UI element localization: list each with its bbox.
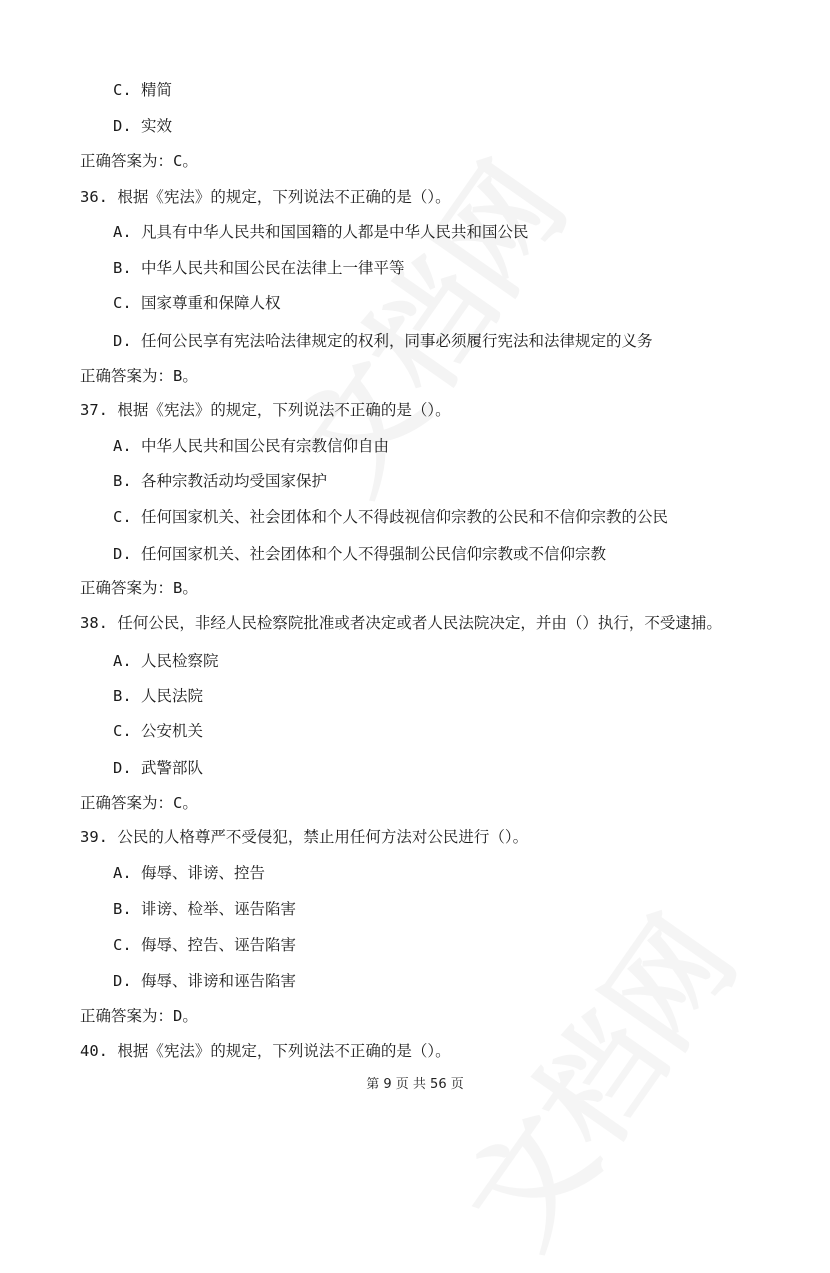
option-c: C. 国家尊重和保障人权 xyxy=(113,294,281,312)
page-footer: 第 9 页 共 56 页 xyxy=(366,1077,464,1092)
option-d: D. 武警部队 xyxy=(113,759,203,777)
option-a: A. 人民检察院 xyxy=(113,652,219,670)
option-c: C. 精简 xyxy=(113,81,172,99)
answer-line: 正确答案为：C。 xyxy=(80,794,198,812)
answer-line: 正确答案为：D。 xyxy=(80,1007,198,1025)
option-b: B. 人民法院 xyxy=(113,687,203,705)
option-d: D. 任何国家机关、社会团体和个人不得强制公民信仰宗教或不信仰宗教 xyxy=(113,545,606,563)
answer-line: 正确答案为：B。 xyxy=(80,367,198,385)
question-40: 40. 根据《宪法》的规定，下列说法不正确的是（）。 xyxy=(80,1042,451,1060)
option-b: B. 诽谤、检举、诬告陷害 xyxy=(113,900,296,918)
watermark xyxy=(250,125,597,519)
option-d: D. 侮辱、诽谤和诬告陷害 xyxy=(113,972,296,990)
option-a: A. 侮辱、诽谤、控告 xyxy=(113,864,265,882)
answer-line: 正确答案为：C。 xyxy=(80,152,198,170)
option-a: A. 中华人民共和国公民有宗教信仰自由 xyxy=(113,437,389,455)
question-37: 37. 根据《宪法》的规定，下列说法不正确的是（）。 xyxy=(80,401,451,419)
option-c: C. 任何国家机关、社会团体和个人不得歧视信仰宗教的公民和不信仰宗教的公民 xyxy=(113,508,668,526)
option-c: C. 公安机关 xyxy=(113,722,203,740)
option-b: B. 中华人民共和国公民在法律上一律平等 xyxy=(113,259,405,277)
question-39: 39. 公民的人格尊严不受侵犯，禁止用任何方法对公民进行（）。 xyxy=(80,828,529,846)
option-b: B. 各种宗教活动均受国家保护 xyxy=(113,472,327,490)
answer-line: 正确答案为：B。 xyxy=(80,579,198,597)
option-a: A. 凡具有中华人民共和国国籍的人都是中华人民共和国公民 xyxy=(113,223,529,241)
question-36: 36. 根据《宪法》的规定，下列说法不正确的是（）。 xyxy=(80,188,451,206)
option-c: C. 侮辱、控告、诬告陷害 xyxy=(113,936,296,954)
option-d: D. 实效 xyxy=(113,117,172,135)
question-38: 38. 任何公民，非经人民检察院批准或者决定或者人民法院决定，并由（）执行，不受逮捕。 xyxy=(80,614,722,632)
option-d: D. 任何公民享有宪法哈法律规定的权利，同事必须履行宪法和法律规定的义务 xyxy=(113,332,653,350)
